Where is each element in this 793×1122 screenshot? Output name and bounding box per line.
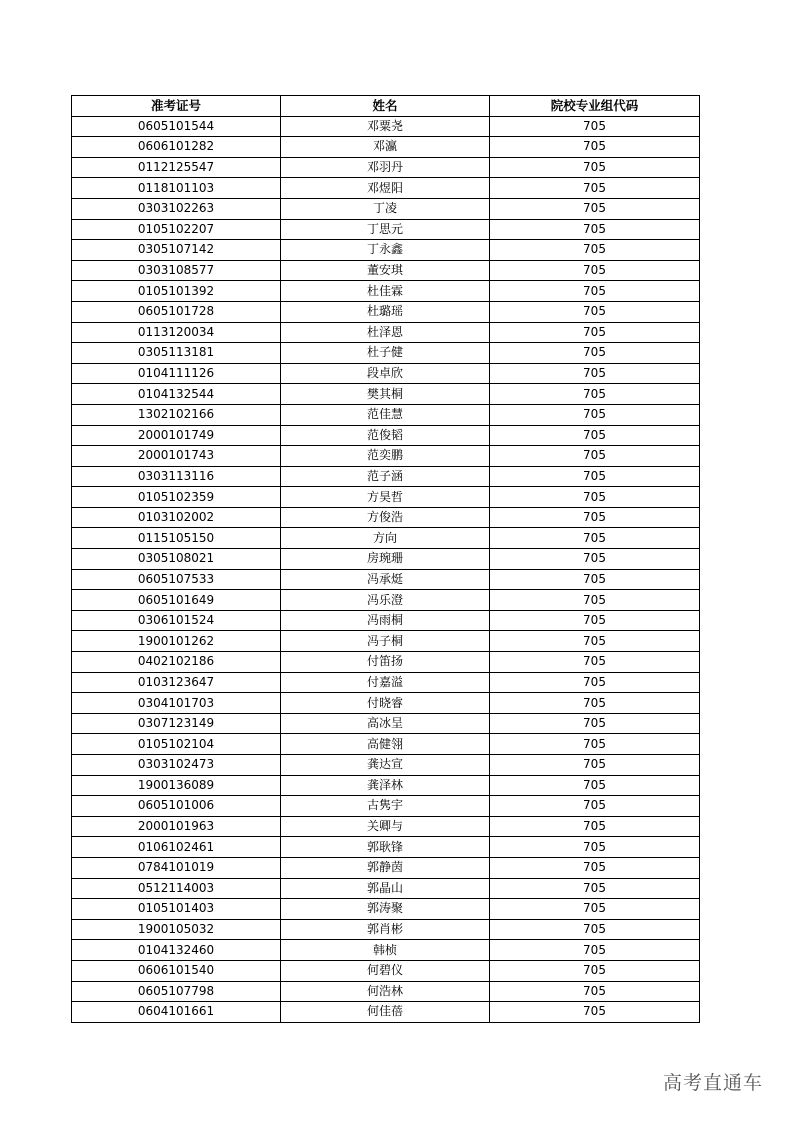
table-row xyxy=(72,281,700,302)
cell-name: 方昊哲 xyxy=(281,487,490,508)
table-row xyxy=(72,507,700,528)
cell-program-code: 705 xyxy=(490,569,700,590)
table-row xyxy=(72,652,700,673)
cell-program-code: 705 xyxy=(490,178,700,199)
cell-program-code: 705 xyxy=(490,755,700,776)
cell-exam-id: 0784101019 xyxy=(72,857,281,878)
cell-exam-id: 0105102207 xyxy=(72,219,281,240)
admission-list-table xyxy=(71,95,700,1023)
table-row xyxy=(72,322,700,343)
table-row xyxy=(72,693,700,714)
table-row xyxy=(72,1002,700,1023)
table-row xyxy=(72,116,700,137)
table-row xyxy=(72,960,700,981)
cell-program-code: 705 xyxy=(490,363,700,384)
cell-name: 郭涛聚 xyxy=(281,899,490,920)
cell-program-code: 705 xyxy=(490,816,700,837)
cell-name: 高健翎 xyxy=(281,734,490,755)
table-row xyxy=(72,631,700,652)
cell-exam-id: 0118101103 xyxy=(72,178,281,199)
table-row xyxy=(72,981,700,1002)
cell-exam-id: 0112125547 xyxy=(72,157,281,178)
cell-exam-id: 1302102166 xyxy=(72,404,281,425)
cell-name: 付嘉溢 xyxy=(281,672,490,693)
cell-program-code: 705 xyxy=(490,322,700,343)
cell-program-code: 705 xyxy=(490,260,700,281)
table-row xyxy=(72,363,700,384)
cell-exam-id: 0113120034 xyxy=(72,322,281,343)
cell-exam-id: 0303113116 xyxy=(72,466,281,487)
table-row xyxy=(72,260,700,281)
cell-exam-id: 0605101544 xyxy=(72,116,281,137)
cell-exam-id: 0104132544 xyxy=(72,384,281,405)
cell-program-code: 705 xyxy=(490,837,700,858)
table-row xyxy=(72,446,700,467)
table-row xyxy=(72,549,700,570)
cell-program-code: 705 xyxy=(490,384,700,405)
table-row xyxy=(72,713,700,734)
cell-program-code: 705 xyxy=(490,281,700,302)
cell-program-code: 705 xyxy=(490,652,700,673)
cell-program-code: 705 xyxy=(490,631,700,652)
cell-exam-id: 0105102359 xyxy=(72,487,281,508)
cell-name: 郭肖彬 xyxy=(281,919,490,940)
cell-name: 邓羽丹 xyxy=(281,157,490,178)
cell-program-code: 705 xyxy=(490,857,700,878)
cell-name: 丁思元 xyxy=(281,219,490,240)
table-row xyxy=(72,487,700,508)
cell-exam-id: 0106102461 xyxy=(72,837,281,858)
cell-name: 方俊浩 xyxy=(281,507,490,528)
table-row xyxy=(72,528,700,549)
cell-exam-id: 1900101262 xyxy=(72,631,281,652)
header-name: 姓名 xyxy=(281,96,490,117)
cell-exam-id: 0605101728 xyxy=(72,301,281,322)
table-row xyxy=(72,590,700,611)
cell-name: 冯子桐 xyxy=(281,631,490,652)
cell-name: 冯承烶 xyxy=(281,569,490,590)
cell-name: 丁凌 xyxy=(281,198,490,219)
cell-exam-id: 0512114003 xyxy=(72,878,281,899)
cell-name: 关卿与 xyxy=(281,816,490,837)
cell-exam-id: 2000101743 xyxy=(72,446,281,467)
table-row xyxy=(72,137,700,158)
cell-program-code: 705 xyxy=(490,301,700,322)
table-row xyxy=(72,755,700,776)
cell-name: 冯乐澄 xyxy=(281,590,490,611)
cell-name: 范佳慧 xyxy=(281,404,490,425)
cell-name: 何碧仪 xyxy=(281,960,490,981)
cell-exam-id: 2000101963 xyxy=(72,816,281,837)
cell-program-code: 705 xyxy=(490,157,700,178)
cell-name: 邓粟尧 xyxy=(281,116,490,137)
table-row xyxy=(72,837,700,858)
cell-exam-id: 0104111126 xyxy=(72,363,281,384)
cell-program-code: 705 xyxy=(490,734,700,755)
cell-name: 范奕鹏 xyxy=(281,446,490,467)
cell-name: 樊其桐 xyxy=(281,384,490,405)
cell-program-code: 705 xyxy=(490,960,700,981)
cell-program-code: 705 xyxy=(490,343,700,364)
cell-program-code: 705 xyxy=(490,899,700,920)
cell-name: 何佳蓓 xyxy=(281,1002,490,1023)
cell-program-code: 705 xyxy=(490,693,700,714)
table-row xyxy=(72,940,700,961)
cell-name: 董安琪 xyxy=(281,260,490,281)
cell-exam-id: 0105101403 xyxy=(72,899,281,920)
cell-program-code: 705 xyxy=(490,219,700,240)
cell-exam-id: 2000101749 xyxy=(72,425,281,446)
cell-name: 房琬珊 xyxy=(281,549,490,570)
cell-name: 邓瀛 xyxy=(281,137,490,158)
table-row xyxy=(72,734,700,755)
cell-exam-id: 0605101649 xyxy=(72,590,281,611)
cell-name: 郭晶山 xyxy=(281,878,490,899)
cell-name: 龚泽林 xyxy=(281,775,490,796)
table-row xyxy=(72,878,700,899)
cell-program-code: 705 xyxy=(490,446,700,467)
cell-exam-id: 0303102263 xyxy=(72,198,281,219)
header-exam-id: 准考证号 xyxy=(72,96,281,117)
cell-program-code: 705 xyxy=(490,137,700,158)
cell-exam-id: 0306101524 xyxy=(72,610,281,631)
cell-exam-id: 1900136089 xyxy=(72,775,281,796)
cell-program-code: 705 xyxy=(490,507,700,528)
cell-program-code: 705 xyxy=(490,466,700,487)
cell-name: 范子涵 xyxy=(281,466,490,487)
cell-program-code: 705 xyxy=(490,404,700,425)
cell-program-code: 705 xyxy=(490,1002,700,1023)
cell-program-code: 705 xyxy=(490,528,700,549)
cell-program-code: 705 xyxy=(490,672,700,693)
table-row xyxy=(72,384,700,405)
table-row xyxy=(72,672,700,693)
cell-name: 杜璐瑶 xyxy=(281,301,490,322)
table-header-row xyxy=(72,96,700,117)
table-row xyxy=(72,919,700,940)
table-row xyxy=(72,198,700,219)
table-row xyxy=(72,466,700,487)
cell-program-code: 705 xyxy=(490,940,700,961)
cell-exam-id: 0307123149 xyxy=(72,713,281,734)
cell-name: 杜泽恩 xyxy=(281,322,490,343)
cell-name: 古隽宇 xyxy=(281,796,490,817)
cell-name: 郭耿锋 xyxy=(281,837,490,858)
cell-program-code: 705 xyxy=(490,425,700,446)
cell-name: 韩桢 xyxy=(281,940,490,961)
cell-name: 何浩林 xyxy=(281,981,490,1002)
cell-name: 范俊韬 xyxy=(281,425,490,446)
cell-name: 郭静茵 xyxy=(281,857,490,878)
cell-exam-id: 0105101392 xyxy=(72,281,281,302)
cell-exam-id: 0305113181 xyxy=(72,343,281,364)
table-row xyxy=(72,219,700,240)
table-row xyxy=(72,404,700,425)
cell-exam-id: 0606101282 xyxy=(72,137,281,158)
cell-exam-id: 0104132460 xyxy=(72,940,281,961)
table-row xyxy=(72,796,700,817)
cell-exam-id: 0304101703 xyxy=(72,693,281,714)
table-row xyxy=(72,157,700,178)
table-row xyxy=(72,899,700,920)
table-row xyxy=(72,240,700,261)
cell-exam-id: 0115105150 xyxy=(72,528,281,549)
table-row xyxy=(72,775,700,796)
cell-program-code: 705 xyxy=(490,590,700,611)
cell-program-code: 705 xyxy=(490,981,700,1002)
cell-exam-id: 0606101540 xyxy=(72,960,281,981)
cell-name: 付晓睿 xyxy=(281,693,490,714)
cell-name: 杜佳霖 xyxy=(281,281,490,302)
cell-program-code: 705 xyxy=(490,610,700,631)
cell-exam-id: 0303108577 xyxy=(72,260,281,281)
cell-program-code: 705 xyxy=(490,198,700,219)
watermark-text: 高考直通车 xyxy=(662,1072,763,1094)
cell-exam-id: 0605101006 xyxy=(72,796,281,817)
cell-name: 高冰呈 xyxy=(281,713,490,734)
cell-exam-id: 0402102186 xyxy=(72,652,281,673)
cell-program-code: 705 xyxy=(490,116,700,137)
table-row xyxy=(72,857,700,878)
cell-exam-id: 0103123647 xyxy=(72,672,281,693)
cell-exam-id: 0604101661 xyxy=(72,1002,281,1023)
cell-name: 邓煜阳 xyxy=(281,178,490,199)
cell-program-code: 705 xyxy=(490,487,700,508)
cell-exam-id: 1900105032 xyxy=(72,919,281,940)
cell-program-code: 705 xyxy=(490,549,700,570)
cell-exam-id: 0305107142 xyxy=(72,240,281,261)
table-row xyxy=(72,569,700,590)
cell-exam-id: 0303102473 xyxy=(72,755,281,776)
cell-name: 方向 xyxy=(281,528,490,549)
table-row xyxy=(72,425,700,446)
cell-name: 龚达宣 xyxy=(281,755,490,776)
header-program-code: 院校专业组代码 xyxy=(490,96,700,117)
cell-program-code: 705 xyxy=(490,919,700,940)
cell-name: 丁永鑫 xyxy=(281,240,490,261)
table-row xyxy=(72,301,700,322)
table-body xyxy=(72,116,700,1022)
cell-exam-id: 0105102104 xyxy=(72,734,281,755)
cell-name: 段卓欣 xyxy=(281,363,490,384)
cell-exam-id: 0605107798 xyxy=(72,981,281,1002)
cell-program-code: 705 xyxy=(490,775,700,796)
table-row xyxy=(72,343,700,364)
cell-exam-id: 0605107533 xyxy=(72,569,281,590)
cell-program-code: 705 xyxy=(490,878,700,899)
cell-program-code: 705 xyxy=(490,713,700,734)
cell-program-code: 705 xyxy=(490,796,700,817)
table-row xyxy=(72,178,700,199)
cell-name: 冯雨桐 xyxy=(281,610,490,631)
cell-exam-id: 0305108021 xyxy=(72,549,281,570)
table-row xyxy=(72,816,700,837)
cell-name: 付笛扬 xyxy=(281,652,490,673)
cell-name: 杜子健 xyxy=(281,343,490,364)
cell-program-code: 705 xyxy=(490,240,700,261)
table-row xyxy=(72,610,700,631)
cell-exam-id: 0103102002 xyxy=(72,507,281,528)
